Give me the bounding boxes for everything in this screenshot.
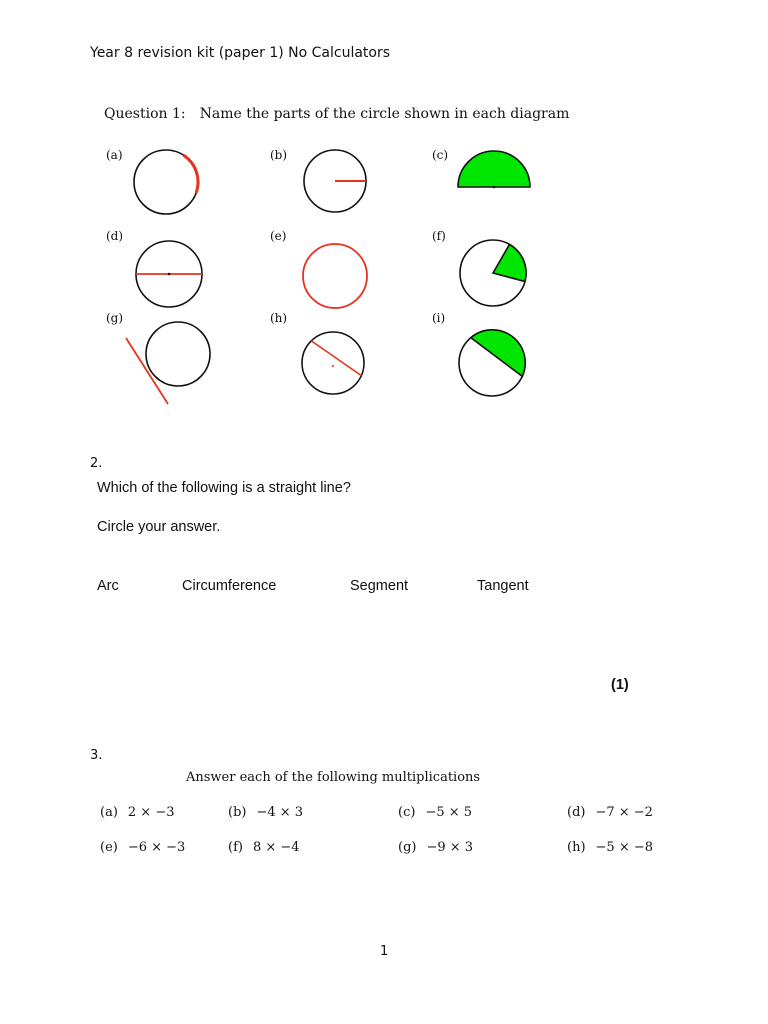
diagram-g-label: (g) <box>106 311 124 325</box>
option-tangent[interactable]: Tangent <box>477 578 529 594</box>
semicircle-shape <box>458 151 530 187</box>
diagram-h-chord <box>300 330 366 396</box>
question-2-text: Which of the following is a straight line? <box>97 480 351 496</box>
diagram-i-label: (i) <box>432 311 446 325</box>
question-2-instruction: Circle your answer. <box>97 519 221 535</box>
document-title: Year 8 revision kit (paper 1) No Calculators <box>90 45 391 61</box>
item-label: (b) <box>228 805 247 820</box>
sector-shape <box>493 244 526 281</box>
item-label: (h) <box>567 840 586 855</box>
option-segment[interactable]: Segment <box>350 578 409 594</box>
question-2-marks: (1) <box>611 677 629 693</box>
chord-line <box>311 341 361 376</box>
item-label: (a) <box>100 805 118 820</box>
item-expression: −9 × 3 <box>426 840 474 855</box>
diagram-b-label: (b) <box>270 148 288 162</box>
diagram-e-label: (e) <box>270 229 287 243</box>
centre-dot <box>332 365 334 367</box>
option-circumference[interactable]: Circumference <box>182 578 277 594</box>
circumference-outline <box>303 244 367 308</box>
item-expression: −7 × −2 <box>595 805 653 820</box>
centre-dot <box>493 186 496 189</box>
multiplication-item <box>567 805 653 820</box>
item-expression: −6 × −3 <box>127 840 186 855</box>
diagram-d-diameter <box>134 239 204 309</box>
item-label: (c) <box>398 805 416 820</box>
segment-shape <box>471 330 525 377</box>
diagram-d-label: (d) <box>106 229 124 243</box>
item-expression: −5 × −8 <box>595 840 654 855</box>
page-number: 1 <box>380 944 389 959</box>
diagram-g-tangent <box>124 320 216 406</box>
multiplication-item <box>100 805 175 820</box>
multiplication-item <box>398 805 472 820</box>
question-1-label: Question 1: <box>104 106 186 122</box>
diagram-a-label: (a) <box>106 148 123 162</box>
diagram-c-semicircle <box>456 150 532 192</box>
diagram-f-sector <box>457 237 529 309</box>
centre-dot <box>168 273 171 276</box>
question-2-number: 2. <box>90 456 103 471</box>
diagram-h-label: (h) <box>270 311 288 325</box>
item-label: (e) <box>100 840 118 855</box>
question-1-text: Name the parts of the circle shown in each diagram <box>199 106 570 122</box>
question-3-text: Answer each of the following multiplications <box>186 770 481 785</box>
multiplication-item <box>228 840 300 855</box>
arc-highlight <box>184 155 198 193</box>
multiplication-item <box>228 805 303 820</box>
item-expression: 8 × −4 <box>252 840 300 855</box>
diagram-f-label: (f) <box>432 229 446 243</box>
item-label: (g) <box>398 840 417 855</box>
multiplication-item <box>100 840 185 855</box>
item-expression: 2 × −3 <box>127 805 175 820</box>
question-3-number: 3. <box>90 748 103 763</box>
question-1-heading <box>104 106 569 122</box>
diagram-e-circumference <box>300 241 370 311</box>
option-arc[interactable]: Arc <box>97 578 119 594</box>
item-label: (f) <box>228 840 243 855</box>
item-expression: −4 × 3 <box>256 805 304 820</box>
diagram-b-radius <box>302 148 368 214</box>
item-label: (d) <box>567 805 586 820</box>
item-expression: −5 × 5 <box>425 805 473 820</box>
diagram-i-segment <box>456 327 528 399</box>
multiplication-item <box>567 840 653 855</box>
diagram-a-arc <box>130 146 202 218</box>
circle-outline <box>146 322 210 386</box>
diagram-c-label: (c) <box>432 148 449 162</box>
multiplication-item <box>398 840 473 855</box>
